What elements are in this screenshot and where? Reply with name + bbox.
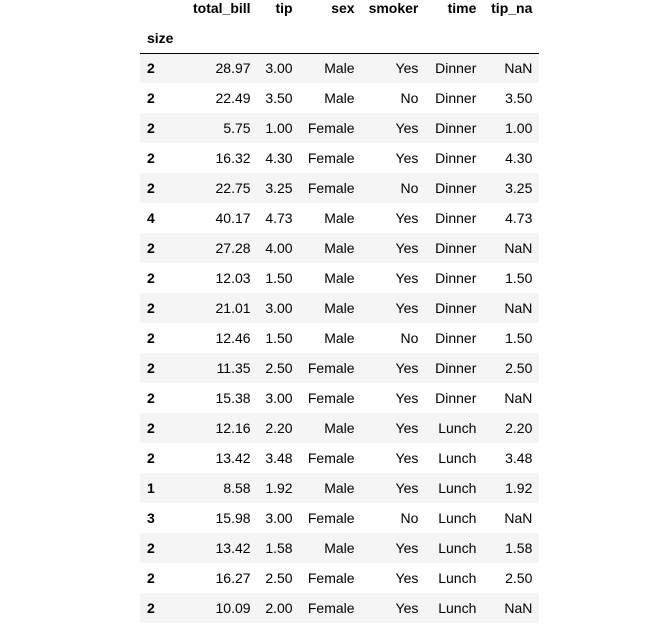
- cell-smoker: Yes: [395, 120, 419, 136]
- row-index-size: 2: [147, 390, 155, 406]
- cell-smoker: No: [400, 510, 419, 526]
- cell-tip-na: 4.30: [505, 150, 533, 166]
- cell-total-bill: 15.38: [215, 390, 251, 406]
- cell-smoker: Yes: [395, 210, 419, 226]
- cell-tip-na: 1.58: [505, 540, 533, 556]
- cell-smoker: Yes: [395, 450, 419, 466]
- row-index-size: 2: [147, 270, 155, 286]
- row-index-size: 2: [147, 420, 155, 436]
- cell-time: Dinner: [435, 300, 477, 316]
- cell-sex: Female: [307, 360, 355, 376]
- table-row: [140, 293, 539, 323]
- table-header: [140, 0, 539, 53]
- cell-tip: 1.50: [265, 330, 293, 346]
- cell-sex: Male: [324, 300, 355, 316]
- cell-time: Dinner: [435, 180, 477, 196]
- row-index-size: 2: [147, 60, 155, 77]
- row-index-size: 4: [147, 210, 155, 226]
- index-name-spacer: [425, 23, 483, 53]
- cell-time: Lunch: [438, 600, 477, 616]
- cell-sex: Male: [324, 60, 355, 77]
- cell-tip: 2.20: [265, 420, 293, 436]
- cell-tip-na: 1.50: [505, 330, 533, 346]
- cell-smoker: Yes: [395, 540, 419, 556]
- cell-tip-na: 3.25: [505, 180, 533, 196]
- cell-tip: 2.50: [265, 360, 293, 376]
- cell-smoker: Yes: [395, 360, 419, 376]
- cell-total-bill: 16.32: [215, 150, 251, 166]
- cell-total-bill: 28.97: [215, 60, 251, 77]
- cell-total-bill: 13.42: [215, 540, 251, 556]
- cell-sex: Female: [307, 570, 355, 586]
- cell-smoker: Yes: [395, 270, 419, 286]
- table-row: [140, 203, 539, 233]
- column-header-tip: tip: [275, 0, 293, 16]
- cell-sex: Male: [324, 210, 355, 226]
- row-index-size: 2: [147, 150, 155, 166]
- cell-smoker: Yes: [395, 420, 419, 436]
- cell-sex: Male: [324, 480, 355, 496]
- row-index-size: 2: [147, 330, 155, 346]
- table-row: [140, 113, 539, 143]
- row-index-size: 2: [147, 90, 155, 106]
- cell-smoker: No: [400, 330, 419, 346]
- index-name-header: size: [140, 23, 186, 53]
- cell-total-bill: 11.35: [216, 360, 251, 376]
- cell-smoker: Yes: [395, 240, 419, 256]
- cell-tip: 1.00: [265, 120, 293, 136]
- cell-tip-na: NaN: [504, 390, 533, 406]
- cell-time: Dinner: [435, 210, 477, 226]
- cell-smoker: Yes: [395, 150, 419, 166]
- cell-tip: 3.00: [265, 510, 293, 526]
- cell-sex: Male: [324, 420, 355, 436]
- row-index-size: 1: [147, 480, 155, 496]
- cell-smoker: Yes: [395, 390, 419, 406]
- cell-tip: 3.50: [265, 90, 293, 106]
- row-index-size: 2: [147, 300, 155, 316]
- cell-total-bill: 5.75: [223, 120, 251, 136]
- cell-tip-na: 1.00: [505, 120, 533, 136]
- cell-total-bill: 8.58: [223, 480, 251, 496]
- cell-tip-na: NaN: [504, 510, 533, 526]
- cell-smoker: Yes: [395, 60, 419, 77]
- cell-tip-na: NaN: [504, 60, 533, 77]
- index-name-spacer: [258, 23, 300, 53]
- table-row: [140, 173, 539, 203]
- cell-time: Lunch: [438, 420, 477, 436]
- cell-sex: Male: [324, 90, 355, 106]
- table-row: [140, 533, 539, 563]
- column-header-row: [140, 0, 539, 23]
- table-row: [140, 143, 539, 173]
- cell-total-bill: 15.98: [215, 510, 251, 526]
- cell-tip: 4.00: [265, 240, 293, 256]
- cell-tip: 3.00: [265, 390, 293, 406]
- cell-total-bill: 12.03: [215, 270, 251, 286]
- cell-smoker: No: [400, 90, 419, 106]
- row-index-size: 2: [147, 540, 155, 556]
- cell-tip: 3.00: [265, 60, 293, 77]
- row-index-size: 2: [147, 600, 155, 616]
- cell-tip-na: 1.50: [505, 270, 533, 286]
- cell-tip-na: 3.50: [505, 90, 533, 106]
- cell-total-bill: 12.46: [215, 330, 251, 346]
- dataframe-table: [140, 0, 539, 623]
- row-index-size: 2: [147, 120, 155, 136]
- cell-total-bill: 40.17: [215, 210, 251, 226]
- cell-sex: Male: [324, 240, 355, 256]
- cell-sex: Male: [324, 540, 355, 556]
- row-index-size: 2: [147, 570, 155, 586]
- cell-tip: 2.00: [265, 600, 293, 616]
- cell-time: Lunch: [438, 510, 477, 526]
- cell-tip-na: NaN: [504, 240, 533, 256]
- cell-total-bill: 16.27: [215, 570, 251, 586]
- cell-time: Dinner: [435, 150, 477, 166]
- cell-sex: Female: [307, 180, 355, 196]
- cell-time: Lunch: [438, 480, 477, 496]
- cell-sex: Female: [307, 600, 355, 616]
- cell-smoker: No: [400, 180, 419, 196]
- cell-total-bill: 10.09: [215, 600, 251, 616]
- cell-sex: Female: [307, 150, 355, 166]
- cell-total-bill: 22.75: [215, 180, 251, 196]
- cell-total-bill: 27.28: [215, 240, 251, 256]
- cell-sex: Female: [307, 450, 355, 466]
- cell-time: Dinner: [435, 390, 477, 406]
- cell-tip-na: 2.50: [505, 570, 533, 586]
- index-name-spacer: [186, 23, 258, 53]
- table-row: [140, 443, 539, 473]
- row-index-size: 2: [147, 180, 155, 196]
- cell-total-bill: 12.16: [215, 420, 251, 436]
- table-body: [140, 53, 539, 623]
- cell-sex: Female: [307, 120, 355, 136]
- cell-time: Lunch: [438, 450, 477, 466]
- cell-tip: 1.50: [265, 270, 293, 286]
- cell-time: Dinner: [435, 120, 477, 136]
- index-name-spacer: [362, 23, 426, 53]
- cell-tip-na: 2.50: [505, 360, 533, 376]
- cell-sex: Male: [324, 270, 355, 286]
- table-row: [140, 593, 539, 623]
- table-row: [140, 83, 539, 113]
- cell-time: Dinner: [435, 270, 477, 286]
- row-index-size: 3: [147, 510, 155, 526]
- cell-sex: Female: [307, 390, 355, 406]
- row-index-size: 2: [147, 360, 155, 376]
- cell-tip-na: 3.48: [505, 450, 533, 466]
- cell-tip-na: 4.73: [505, 210, 533, 226]
- table-row: [140, 473, 539, 503]
- index-name-spacer: [483, 23, 539, 53]
- cell-time: Dinner: [435, 330, 477, 346]
- cell-sex: Female: [307, 510, 355, 526]
- cell-tip: 1.58: [265, 540, 293, 556]
- column-header-sex: sex: [331, 0, 355, 16]
- table-row: [140, 263, 539, 293]
- cell-time: Dinner: [435, 60, 477, 77]
- cell-tip: 3.25: [265, 180, 293, 196]
- cell-time: Lunch: [438, 570, 477, 586]
- column-header-time: time: [447, 0, 477, 16]
- table-row: [140, 53, 539, 83]
- cell-smoker: Yes: [395, 300, 419, 316]
- cell-time: Lunch: [438, 540, 477, 556]
- cell-total-bill: 13.42: [215, 450, 251, 466]
- cell-time: Dinner: [435, 90, 477, 106]
- cell-tip-na: NaN: [504, 600, 533, 616]
- cell-sex: Male: [324, 330, 355, 346]
- cell-time: Dinner: [435, 240, 477, 256]
- cell-tip-na: NaN: [504, 300, 533, 316]
- cell-time: Dinner: [435, 360, 477, 376]
- cell-total-bill: 21.01: [215, 300, 251, 316]
- cell-tip-na: 1.92: [505, 480, 533, 496]
- row-index-size: 2: [147, 240, 155, 256]
- table-row: [140, 323, 539, 353]
- index-name-spacer: [300, 23, 362, 53]
- table-row: [140, 353, 539, 383]
- table-row: [140, 413, 539, 443]
- cell-tip: 1.92: [265, 480, 293, 496]
- cell-tip: 4.73: [265, 210, 293, 226]
- cell-tip: 4.30: [265, 150, 293, 166]
- column-header-total-bill: total_bill: [193, 0, 251, 16]
- cell-total-bill: 22.49: [215, 90, 251, 106]
- cell-tip: 2.50: [265, 570, 293, 586]
- table-row: [140, 233, 539, 263]
- cell-smoker: Yes: [395, 600, 419, 616]
- column-header-tip-na: tip_na: [491, 0, 533, 16]
- index-name-row: [140, 23, 539, 53]
- table-row: [140, 503, 539, 533]
- cell-tip: 3.00: [265, 300, 293, 316]
- index-corner-cell: [140, 0, 186, 23]
- cell-tip-na: 2.20: [505, 420, 533, 436]
- table-row: [140, 383, 539, 413]
- row-index-size: 2: [147, 450, 155, 466]
- cell-tip: 3.48: [265, 450, 293, 466]
- cell-smoker: Yes: [395, 480, 419, 496]
- column-header-smoker: smoker: [368, 0, 419, 16]
- table-row: [140, 563, 539, 593]
- cell-smoker: Yes: [395, 570, 419, 586]
